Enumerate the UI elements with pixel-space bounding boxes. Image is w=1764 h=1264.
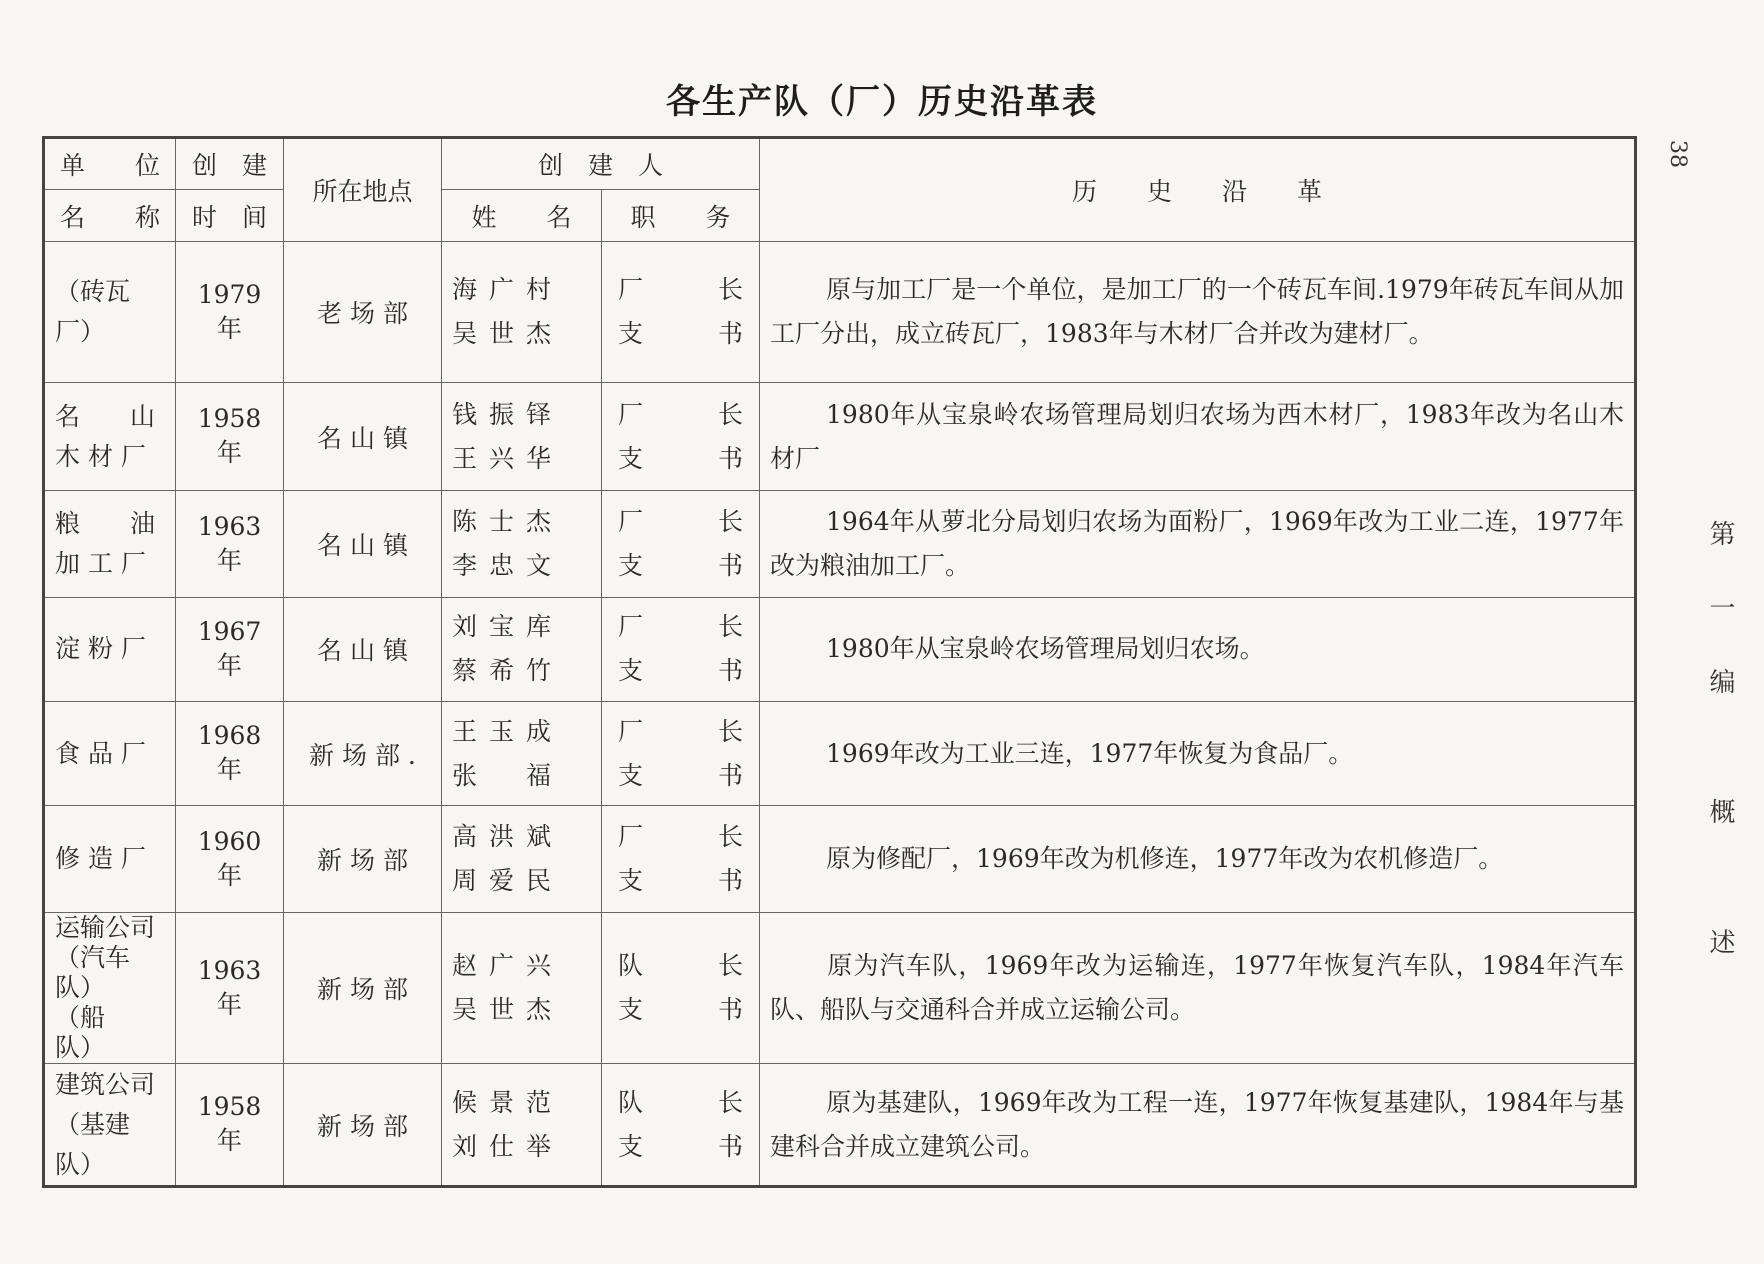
founded-year: 1968年	[176, 702, 284, 806]
history-cell	[760, 806, 1636, 912]
history-text: 1969年改为工业三连，1977年恢复为食品厂。	[826, 738, 1354, 768]
unit-name: 建筑公司	[55, 1069, 156, 1099]
founder-role	[612, 1081, 749, 1125]
role-char: 支	[618, 443, 644, 473]
founder-name: 刘宝库	[452, 612, 564, 642]
founded-year: 1958年	[176, 382, 284, 490]
founder-name: 李忠文	[452, 551, 564, 580]
history-text: 原为修配厂，1969年改为机修连，1977年改为农机修造厂。	[826, 844, 1504, 874]
location: 老 场 部	[284, 242, 442, 383]
history-text: 原与加工厂是一个单位，是加工厂的一个砖瓦车间.1979年砖瓦车间从加工厂分出，成立砖瓦厂，1983年与木材厂合并改为建材厂。	[770, 275, 1625, 349]
role-char: 书	[718, 760, 744, 790]
history-cell	[760, 912, 1636, 1064]
role-char: 队	[618, 951, 644, 981]
role-char: 厂	[618, 399, 644, 429]
page-title: 各生产队（厂）历史沿革表	[666, 82, 1098, 122]
founder-name: 海广村	[452, 275, 564, 305]
history-cell	[760, 1064, 1636, 1187]
founder-roles	[602, 1064, 760, 1187]
founder-name: 张 福	[452, 760, 564, 790]
founder-roles	[602, 242, 760, 383]
founder-role	[612, 605, 749, 649]
running-head: 第一编 概 述	[1705, 520, 1735, 1003]
founder-role	[612, 1125, 749, 1169]
history-text: 1980年从宝泉岭农场管理局划归农场。	[826, 634, 1265, 664]
role-char: 书	[718, 656, 744, 686]
location: 名 山 镇	[284, 597, 442, 701]
founded-year: 1963年	[176, 491, 284, 597]
history-cell	[760, 382, 1636, 490]
role-char: 书	[718, 551, 744, 580]
location: 名 山 镇	[284, 382, 442, 490]
founded-year: 1979年	[176, 242, 284, 383]
unit-name-cell	[44, 806, 176, 912]
table-row	[44, 912, 1636, 1064]
founder-name: 吴世杰	[452, 995, 564, 1025]
unit-name: 加 工 厂	[55, 549, 146, 578]
role-char: 书	[718, 1131, 744, 1161]
founder-role	[612, 437, 749, 481]
unit-name-cell	[44, 702, 176, 806]
founder-roles	[602, 912, 760, 1064]
page-number: 38	[1665, 140, 1690, 168]
founder-roles	[602, 382, 760, 490]
unit-name: 粮 油	[55, 509, 156, 538]
founder-name: 候景范	[452, 1087, 564, 1117]
unit-name: 修 造 厂	[55, 844, 146, 874]
location: 新 场 部	[284, 1064, 442, 1187]
unit-name-cell	[44, 382, 176, 490]
role-char: 长	[718, 1087, 744, 1117]
founder-role	[612, 393, 749, 437]
founder-role	[612, 312, 749, 356]
founder-role	[612, 754, 749, 798]
role-char: 长	[718, 822, 744, 852]
founder-role	[612, 944, 749, 988]
founder-name: 王兴华	[452, 443, 564, 473]
unit-name: 淀 粉 厂	[55, 634, 146, 664]
role-char: 支	[618, 319, 644, 349]
unit-name-cell	[44, 597, 176, 701]
founder-roles	[602, 491, 760, 597]
table-row	[44, 806, 1636, 912]
role-char: 支	[618, 760, 644, 790]
header-unit-line2: 名 称	[44, 190, 176, 242]
founder-role	[612, 649, 749, 693]
founder-name: 蔡希竹	[452, 656, 564, 686]
history-text: 1980年从宝泉岭农场管理局划归农场为西木材厂，1983年改为名山木材厂	[770, 399, 1625, 473]
role-char: 厂	[618, 507, 644, 536]
header-unit-line1: 单 位	[44, 138, 176, 190]
founder-name: 刘仕举	[452, 1131, 564, 1161]
table-row	[44, 242, 1636, 383]
founder-role	[612, 268, 749, 312]
role-char: 书	[718, 319, 744, 349]
location: 名 山 镇	[284, 491, 442, 597]
role-char: 队	[618, 1087, 644, 1117]
header-time-line1: 创 建	[176, 138, 284, 190]
role-char: 书	[718, 443, 744, 473]
unit-name: （砖瓦厂）	[55, 277, 131, 347]
role-char: 长	[718, 399, 744, 429]
founded-year: 1963年	[176, 912, 284, 1064]
founder-names	[442, 242, 602, 383]
history-table	[42, 136, 1637, 1188]
header-time-line2: 时 间	[176, 190, 284, 242]
header-history: 历 史 沿 革	[760, 138, 1636, 242]
founder-name: 王玉成	[452, 716, 564, 746]
founder-names	[442, 382, 602, 490]
founder-role	[612, 815, 749, 859]
history-cell	[760, 702, 1636, 806]
unit-name: 木 材 厂	[55, 441, 146, 471]
role-char: 支	[618, 551, 644, 580]
unit-name-cell	[44, 491, 176, 597]
header-founders: 创 建 人	[442, 138, 760, 190]
founder-name: 周爱民	[452, 866, 564, 896]
unit-name: （基建队）	[55, 1109, 131, 1179]
role-char: 支	[618, 656, 644, 686]
table-row	[44, 597, 1636, 701]
unit-name-cell	[44, 912, 176, 1064]
history-text: 1964年从萝北分局划归农场为面粉厂，1969年改为工业二连，1977年改为粮油加工厂。	[770, 507, 1625, 580]
founder-role	[612, 988, 749, 1032]
unit-name: （船 队）	[55, 1003, 131, 1063]
founder-name: 高洪斌	[452, 822, 564, 852]
role-char: 厂	[618, 822, 644, 852]
founder-name: 吴世杰	[452, 319, 564, 349]
founder-names	[442, 597, 602, 701]
table-row	[44, 491, 1636, 597]
history-cell	[760, 597, 1636, 701]
role-char: 厂	[618, 612, 644, 642]
founder-name: 陈士杰	[452, 507, 564, 536]
location: 新 场 部	[284, 912, 442, 1064]
founder-names	[442, 1064, 602, 1187]
history-cell	[760, 491, 1636, 597]
header-founder-role: 职 务	[602, 190, 760, 242]
founder-roles	[602, 597, 760, 701]
table-row	[44, 1064, 1636, 1187]
unit-name: （汽车队）	[55, 943, 131, 1003]
founder-names	[442, 912, 602, 1064]
founder-names	[442, 702, 602, 806]
founder-roles	[602, 702, 760, 806]
unit-name-cell	[44, 242, 176, 383]
role-char: 长	[718, 275, 744, 305]
table-row	[44, 702, 1636, 806]
location: 新 场 部	[284, 806, 442, 912]
history-text: 原为汽车队，1969年改为运输连，1977年恢复汽车队，1984年汽车队、船队与交通科合并成立运输公司。	[770, 951, 1625, 1025]
founder-role	[612, 500, 749, 544]
history-text: 原为基建队，1969年改为工程一连，1977年恢复基建队，1984年与基建科合并成立建筑公司。	[770, 1087, 1625, 1161]
founder-role	[612, 544, 749, 588]
founder-name: 赵广兴	[452, 951, 564, 981]
founder-name: 钱振铎	[452, 399, 564, 429]
role-char: 长	[718, 716, 744, 746]
founder-names	[442, 806, 602, 912]
founder-names	[442, 491, 602, 597]
unit-name-cell	[44, 1064, 176, 1187]
founded-year: 1967年	[176, 597, 284, 701]
founder-roles	[602, 806, 760, 912]
founded-year: 1958年	[176, 1064, 284, 1187]
unit-name: 食 品 厂	[55, 738, 146, 768]
role-char: 书	[718, 995, 744, 1025]
role-char: 书	[718, 866, 744, 896]
role-char: 长	[718, 951, 744, 981]
role-char: 支	[618, 1131, 644, 1161]
header-founder-name: 姓 名	[442, 190, 602, 242]
founded-year: 1960年	[176, 806, 284, 912]
unit-name: 名 山	[55, 401, 156, 431]
history-cell	[760, 242, 1636, 383]
role-char: 厂	[618, 275, 644, 305]
table-row	[44, 382, 1636, 490]
role-char: 长	[718, 507, 744, 536]
header-row-1	[44, 138, 1636, 190]
founder-role	[612, 859, 749, 903]
role-char: 支	[618, 866, 644, 896]
role-char: 支	[618, 995, 644, 1025]
location: 新 场 部 .	[284, 702, 442, 806]
header-location: 所在地点	[284, 138, 442, 242]
founder-role	[612, 710, 749, 754]
role-char: 厂	[618, 716, 644, 746]
role-char: 长	[718, 612, 744, 642]
unit-name: 运输公司	[55, 913, 156, 943]
